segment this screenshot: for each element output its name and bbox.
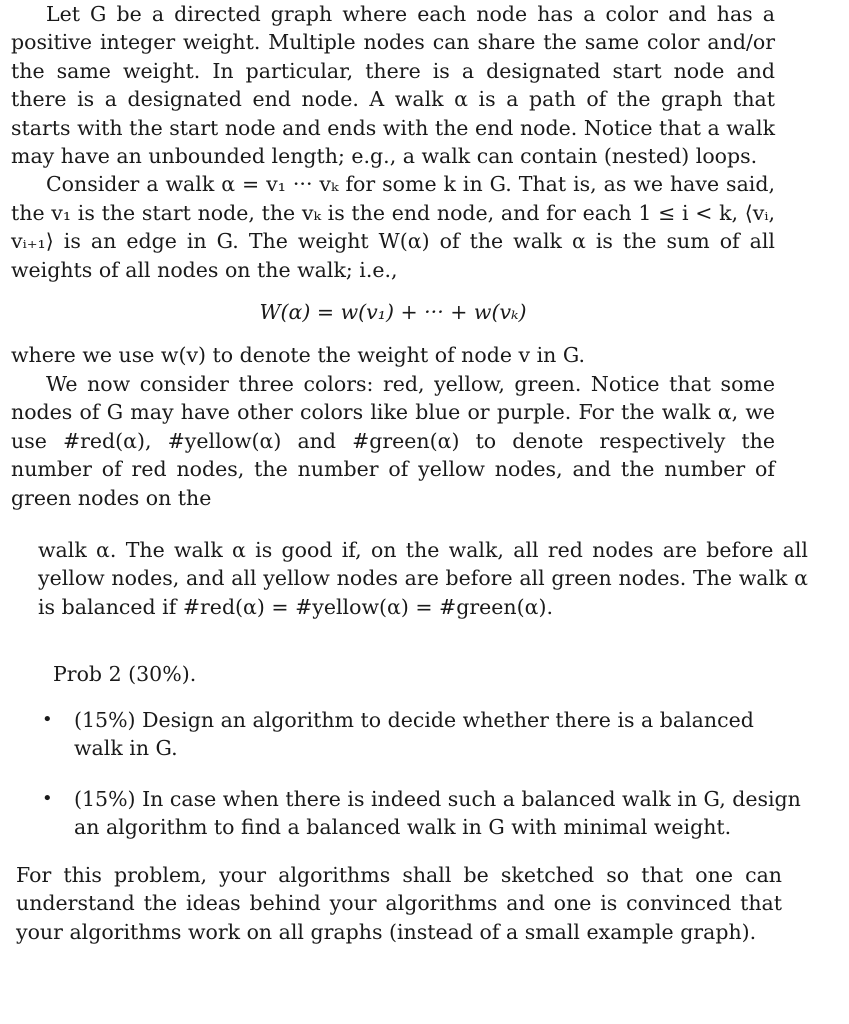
closing-section bbox=[16, 861, 782, 946]
list-item bbox=[38, 785, 808, 842]
definitions-section bbox=[38, 536, 808, 840]
problem-title: Prob 2 (30%). bbox=[53, 662, 197, 686]
paragraph-colors: We now consider three colors: red, yellow, green. Notice that some nodes of G may have other colors like blue or purple. For the walk α, we use #red(α), #yellow(α) and #green(α) to denote respectively the number of red nodes, the number of yellow nodes, and the number of green nodes on the bbox=[11, 371, 775, 510]
paragraph-weight-notation: where we use w(v) to denote the weight of node v in G. bbox=[11, 343, 586, 368]
list-item bbox=[38, 706, 808, 763]
problem-item-text: (15%) Design an algorithm to decide whether there is a balanced walk in G. bbox=[74, 708, 754, 761]
paragraph-closing: For this problem, your algorithms shall be sketched so that one can understand the ideas behind your algorithms and one is convinced that your algorithms work on all graphs (instead of a small example graph). bbox=[16, 863, 782, 944]
problem-item-text: (15%) In case when there is indeed such a balanced walk in G, design an algorithm to find a balanced walk in G with minimal weight. bbox=[74, 786, 801, 840]
paragraph-good-balanced: walk α. The walk α is good if, on the walk, all red nodes are before all yellow nodes, and all yellow nodes are before all green nodes. The walk α is balanced if #red(α) = #yellow(α) = #green(α). bbox=[38, 538, 808, 619]
paragraph-graph-definition: Let G be a directed graph where each node has a color and has a positive integer weight. Multiple nodes can share the same color and/or the same weight. In particular, there is a designated start node and there is a designated end node. A walk α is a path of the graph that starts with the start node and ends with the end node. Notice that a walk may have an unbounded length; e.g., a walk can contain (nested) loops. bbox=[11, 2, 775, 169]
bullet-icon: • bbox=[42, 787, 53, 809]
weight-equation: W(α) = w(v₁) + ··· + w(vₖ) bbox=[259, 300, 527, 325]
bullet-icon: • bbox=[42, 709, 53, 730]
paragraph-walk-weight: Consider a walk α = v₁ ··· vₖ for some k in G. That is, as we have said, the v₁ is the start node, the vₖ is the end node, and for each 1 ≤ i < k, ⟨vᵢ, vᵢ₊₁⟩ is an edge in G. The weight W(α) of the walk α is the sum of all weights of all nodes on the walk; i.e., bbox=[11, 172, 775, 282]
problem-list bbox=[38, 706, 808, 864]
intro-section bbox=[11, 0, 775, 512]
